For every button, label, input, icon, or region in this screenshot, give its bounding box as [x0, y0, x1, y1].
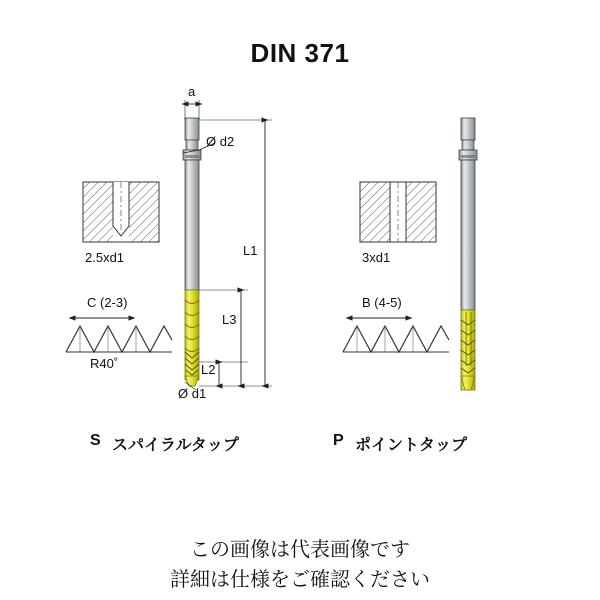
caption-spiral-code: S	[90, 432, 101, 449]
caption-spiral-text: スパイラルタップ	[112, 437, 239, 454]
dimension-label-a: a	[188, 84, 196, 99]
page-title: DIN 371	[250, 38, 350, 68]
through-hole-section	[360, 182, 436, 242]
point-tap-illustration	[459, 118, 477, 390]
blind-hole-section	[83, 182, 159, 242]
caption-point-text: ポイントタップ	[355, 437, 468, 454]
dimension-label-d1: Ø d1	[178, 386, 207, 401]
hole-depth-label-left: 2.5xd1	[85, 250, 125, 265]
dimension-label-L3: L3	[222, 312, 237, 327]
dimension-label-L2: L2	[201, 362, 216, 377]
thread-profile-spiral	[66, 318, 172, 352]
footer-line-1: この画像は代表画像です	[190, 539, 410, 561]
thread-profile-point	[343, 318, 449, 352]
dimension-label-d2: Ø d2	[206, 134, 235, 149]
thread-angle-label: R40˚	[90, 356, 119, 371]
footer-line-2: 詳細は仕様をご確認ください	[170, 569, 430, 591]
hole-depth-label-right: 3xd1	[362, 250, 391, 265]
caption-point-code: P	[333, 432, 344, 449]
dimension-label-L1: L1	[243, 243, 258, 258]
chip-type-label-left: C (2-3)	[87, 295, 128, 310]
chip-type-label-right: B (4-5)	[362, 295, 402, 310]
